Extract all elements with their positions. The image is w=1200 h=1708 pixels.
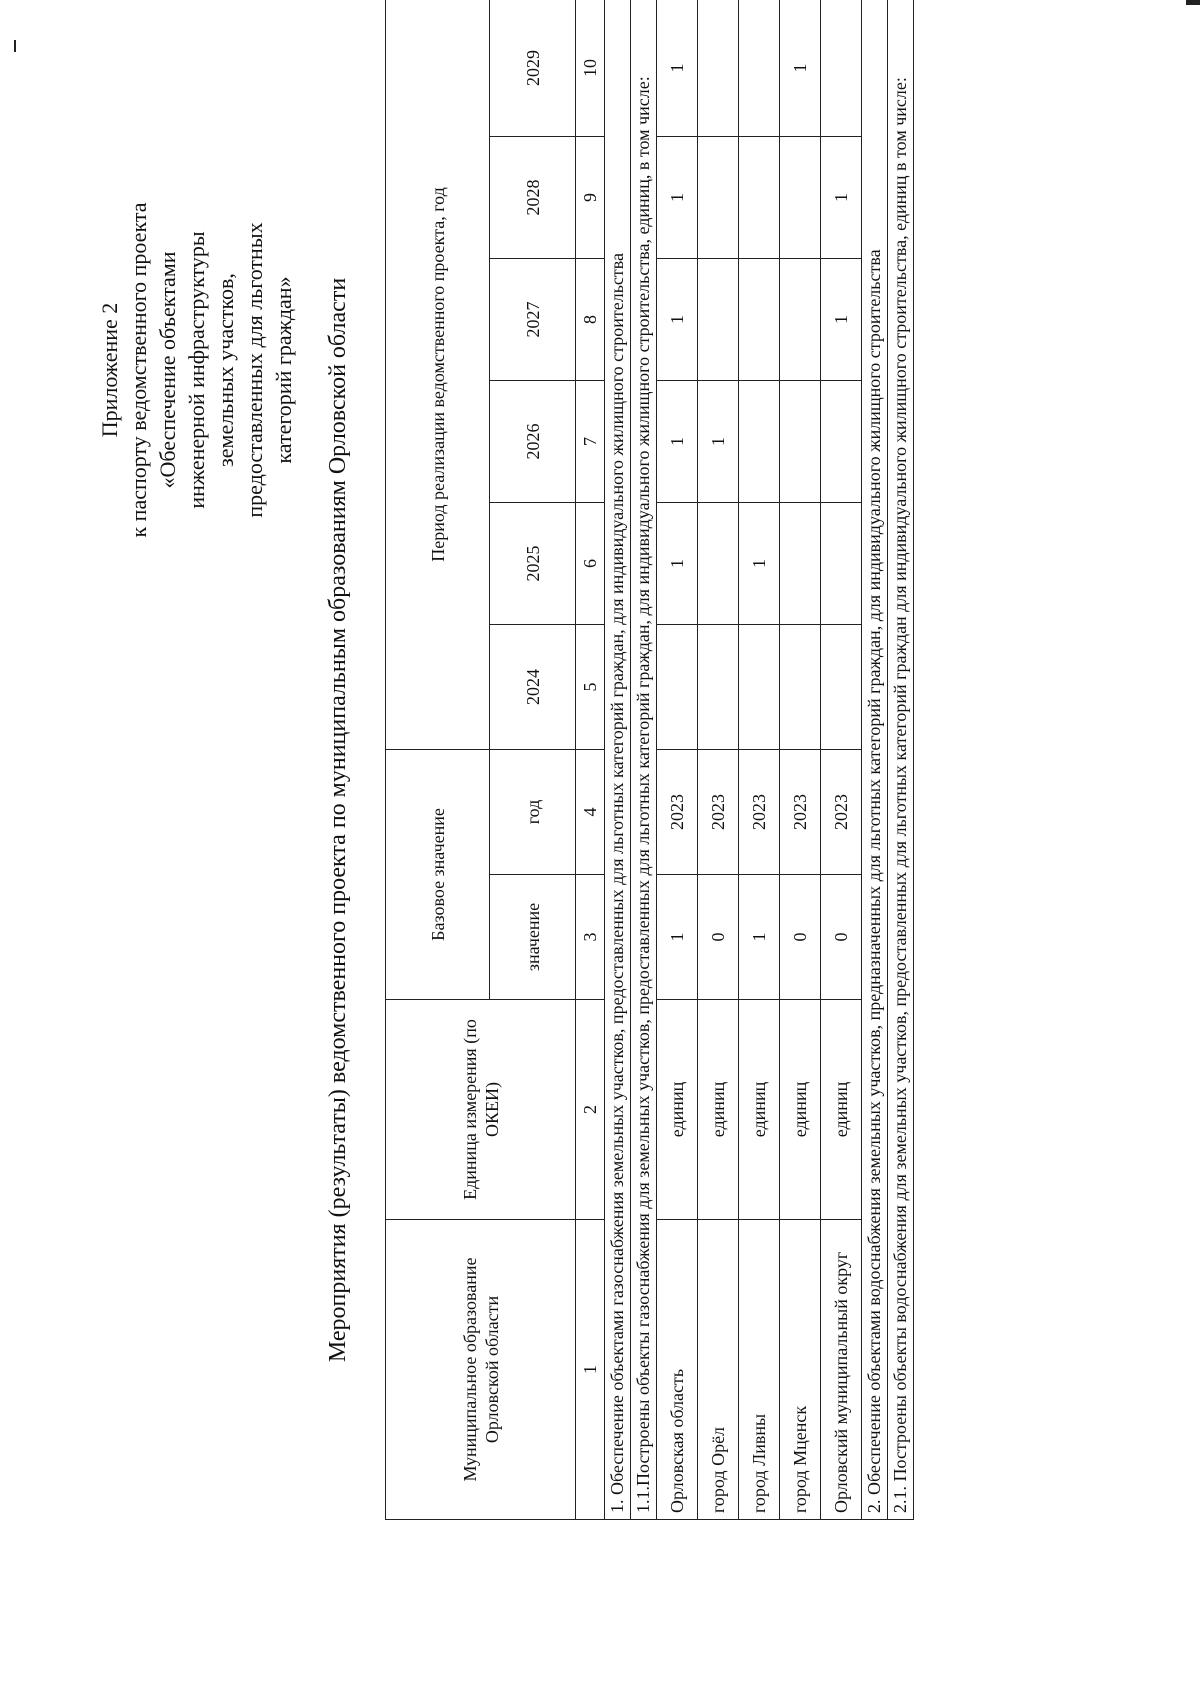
cell-unit: единиц [821, 1000, 862, 1220]
header-municipality: Муниципальное образование Орловской области [386, 1220, 576, 1520]
cell-base-value: 0 [698, 875, 739, 1000]
header-base-year: год [490, 749, 576, 874]
header-year: 2026 [490, 380, 576, 502]
header-year: 2029 [490, 0, 576, 136]
cell-2026 [739, 380, 780, 502]
cell-base-value: 0 [780, 875, 821, 1000]
cell-unit: единиц [780, 1000, 821, 1220]
table-row [780, 0, 821, 1520]
cell-2028 [780, 136, 821, 258]
section-2-1-title: 2.1. Построены объекты водоснабжения для земельных участков, предоставленных для льготных категорий граждан для индивидуального жилищного строительства, единиц в том числе: [888, 0, 914, 1520]
cell-2024 [698, 624, 739, 749]
cell-2026 [780, 380, 821, 502]
cell-base-value: 0 [821, 875, 862, 1000]
cell-2026 [821, 380, 862, 502]
scan-mark [14, 40, 16, 52]
header-year: 2025 [490, 502, 576, 624]
column-number: 9 [576, 136, 605, 258]
cell-2024 [780, 624, 821, 749]
column-number: 4 [576, 749, 605, 874]
section-row [888, 0, 914, 1520]
cell-municipality: город Мценск [780, 1220, 821, 1520]
scan-mark [1186, 0, 1200, 5]
header-row [386, 0, 490, 1520]
appendix-line: предоставленных для льготных [242, 222, 267, 518]
cell-2028: 1 [657, 136, 698, 258]
cell-unit: единиц [657, 1000, 698, 1220]
cell-2027 [739, 258, 780, 380]
column-number: 7 [576, 380, 605, 502]
cell-2028 [698, 136, 739, 258]
column-number: 2 [576, 1000, 605, 1220]
results-table [385, 0, 914, 1520]
header-period: Период реализации ведомственного проекта, год [386, 0, 490, 749]
header-unit: Единица измерения (по ОКЕИ) [386, 1000, 576, 1220]
document-title: Мероприятия (результаты) ведомственного проекта по муниципальным образованиям Орловской области [325, 277, 351, 1363]
cell-2025 [821, 502, 862, 624]
cell-2029: 1 [657, 0, 698, 136]
cell-2028: 1 [821, 136, 862, 258]
cell-base-year: 2023 [780, 749, 821, 874]
cell-unit: единиц [698, 1000, 739, 1220]
column-number: 10 [576, 0, 605, 136]
appendix-line: категорий граждан» [271, 276, 296, 464]
table-row [739, 0, 780, 1520]
cell-municipality: Орловский муниципальный округ [821, 1220, 862, 1520]
table-row [821, 0, 862, 1520]
column-number: 1 [576, 1220, 605, 1520]
header-year: 2028 [490, 136, 576, 258]
header-base-value: значение [490, 875, 576, 1000]
column-number: 8 [576, 258, 605, 380]
appendix-line: «Обеспечение объектами [155, 251, 180, 489]
appendix-line: к паспорту ведомственного проекта [126, 202, 151, 538]
cell-2029 [698, 0, 739, 136]
cell-base-value: 1 [657, 875, 698, 1000]
table-row [657, 0, 698, 1520]
cell-2029: 1 [780, 0, 821, 136]
cell-2027 [698, 258, 739, 380]
cell-municipality: город Ливны [739, 1220, 780, 1520]
column-number: 5 [576, 624, 605, 749]
cell-2025 [780, 502, 821, 624]
header-base: Базовое значение [386, 749, 490, 999]
cell-base-value: 1 [739, 875, 780, 1000]
cell-municipality: город Орёл [698, 1220, 739, 1520]
cell-2029 [739, 0, 780, 136]
section-2-title: 2. Обеспечение объектами водоснабжения земельных участков, предназначенных для льготных категорий граждан, для индивидуального жилищного строительства [862, 0, 888, 1520]
cell-base-year: 2023 [739, 749, 780, 874]
cell-2027: 1 [821, 258, 862, 380]
cell-2028 [739, 136, 780, 258]
cell-2027: 1 [657, 258, 698, 380]
cell-2025: 1 [657, 502, 698, 624]
appendix-line: Приложение 2 [97, 302, 122, 438]
section-1-title: 1. Обеспечение объектами газоснабжения земельных участков, предоставленных для льготных категорий граждан, для индивидуального жилищного строительства [605, 0, 631, 1520]
section-row [605, 0, 631, 1520]
cell-base-year: 2023 [657, 749, 698, 874]
document-page [75, 10, 1195, 1630]
cell-2024 [657, 624, 698, 749]
header-year: 2024 [490, 624, 576, 749]
cell-2029 [821, 0, 862, 136]
cell-municipality: Орловская область [657, 1220, 698, 1520]
section-row [862, 0, 888, 1520]
cell-2024 [739, 624, 780, 749]
section-1-1-title: 1.1.Построены объекты газоснабжения для земельных участков, предоставленных для льготных категорий граждан, для индивидуального жилищного строительства, единиц, в том числе: [631, 0, 657, 1520]
cell-2026: 1 [698, 380, 739, 502]
cell-2026: 1 [657, 380, 698, 502]
cell-unit: единиц [739, 1000, 780, 1220]
cell-2025 [698, 502, 739, 624]
cell-2024 [821, 624, 862, 749]
cell-2027 [780, 258, 821, 380]
column-number-row [576, 0, 605, 1520]
section-row [631, 0, 657, 1520]
table-row [698, 0, 739, 1520]
header-year: 2027 [490, 258, 576, 380]
cell-base-year: 2023 [821, 749, 862, 874]
appendix-line: инженерной инфраструктуры [184, 231, 209, 509]
appendix-header [95, 190, 298, 550]
cell-base-year: 2023 [698, 749, 739, 874]
appendix-line: земельных участков, [213, 273, 238, 467]
column-number: 3 [576, 875, 605, 1000]
cell-2025: 1 [739, 502, 780, 624]
column-number: 6 [576, 502, 605, 624]
